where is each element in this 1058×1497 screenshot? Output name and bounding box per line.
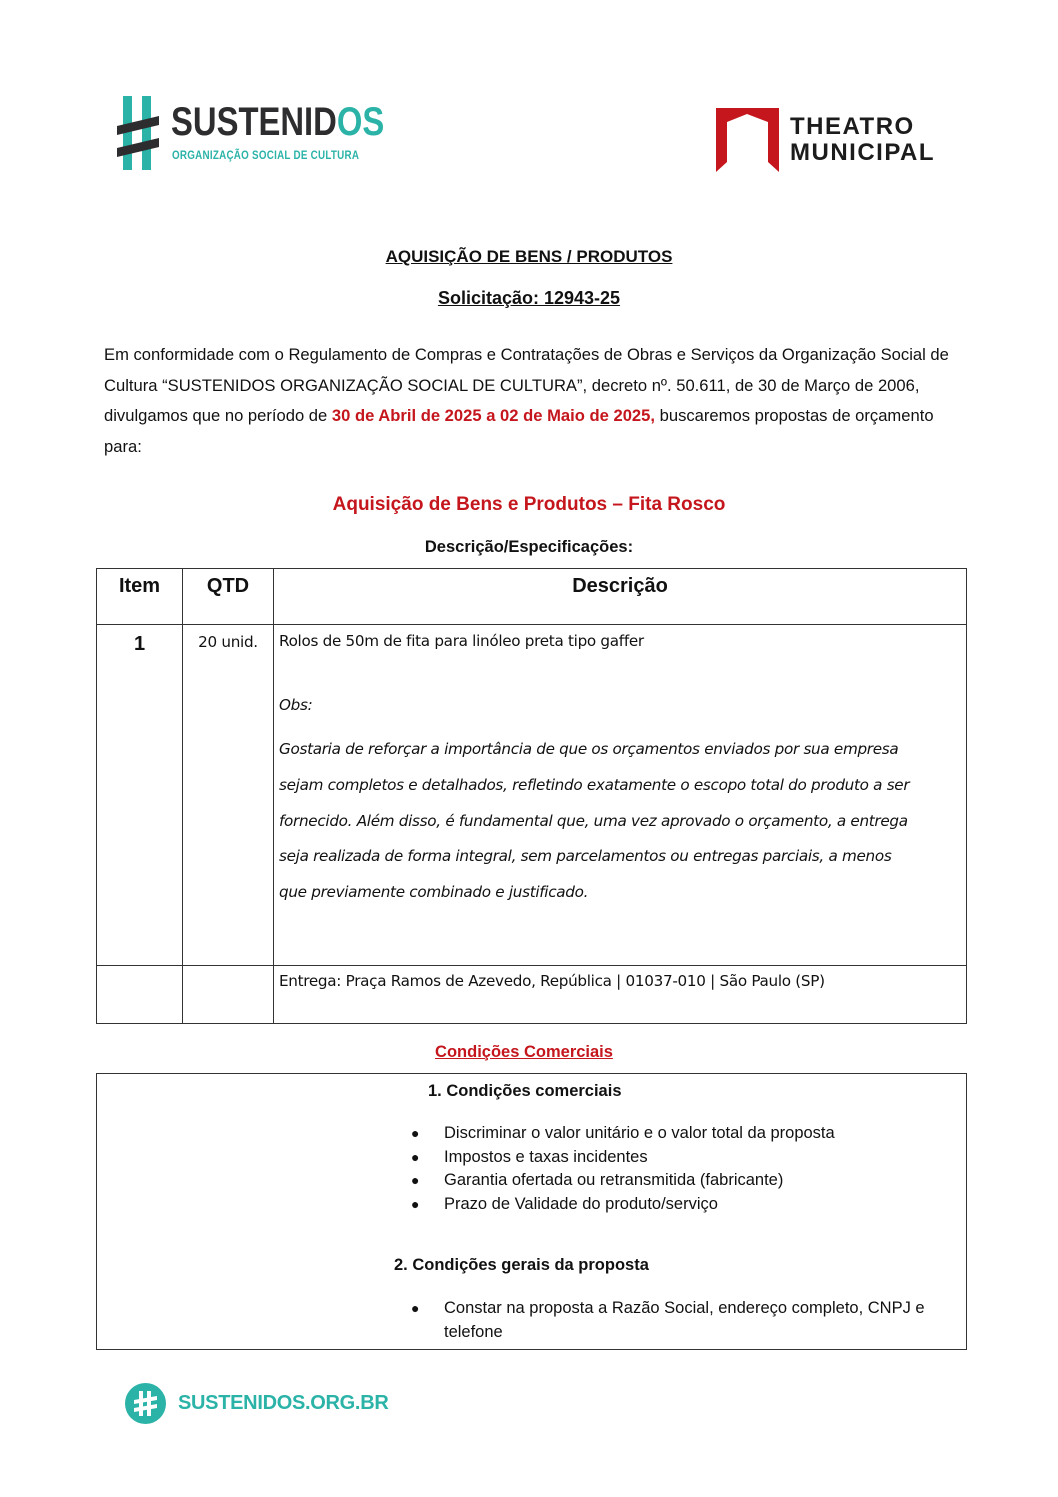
conditions-section2-list	[407, 1297, 967, 1344]
conditions-section1-list	[407, 1122, 835, 1216]
item-number: 1	[97, 625, 183, 966]
list-item	[407, 1169, 835, 1193]
list-item-text: Discriminar o valor unitário e o valor total da proposta	[444, 1124, 835, 1142]
logo-line1: THEATRO	[790, 113, 915, 140]
hash-icon	[134, 1391, 157, 1416]
bullet-icon: ●	[411, 1172, 420, 1188]
item-quantity	[183, 966, 274, 1024]
header-description: Descrição	[274, 569, 967, 625]
bullet-icon: ●	[411, 1300, 420, 1316]
list-item	[407, 1122, 835, 1146]
obs-line: que previamente combinado e justificado.	[279, 883, 589, 902]
item-quantity: 20 unid.	[183, 625, 274, 966]
intro-paragraph	[104, 340, 954, 462]
wordmark-accent: OS	[336, 100, 385, 144]
section-title: Aquisição de Bens e Produtos – Fita Rosco	[332, 494, 726, 515]
item-description-cell	[274, 625, 967, 966]
list-item	[407, 1193, 835, 1217]
item-description: Rolos de 50m de fita para linóleo preta tipo gaffer	[279, 632, 644, 650]
table-header-row	[97, 569, 967, 625]
header-item: Item	[97, 569, 183, 625]
list-item	[407, 1146, 835, 1170]
table-row	[97, 966, 967, 1024]
wordmark-main: SUSTENID	[171, 100, 337, 144]
item-number	[97, 966, 183, 1024]
conditions-box	[96, 1073, 967, 1350]
obs-line: sejam completos e detalhados, refletindo exatamente o escopo total do produto a ser	[279, 775, 910, 794]
footer-site: SUSTENIDOS.ORG.BR	[178, 1392, 389, 1414]
header-qtd: QTD	[183, 569, 274, 625]
items-table	[96, 568, 967, 1024]
list-item-text: Prazo de Validade do produto/serviço	[444, 1194, 718, 1213]
delivery-address: Entrega: Praça Ramos de Azevedo, República | 01037-010 | São Paulo (SP)	[274, 966, 967, 1024]
obs-line: seja realizada de forma integral, sem parcelamentos ou entregas parciais, a menos	[279, 847, 892, 866]
conditions-title: Condições Comerciais	[435, 1043, 613, 1061]
conditions-section1-heading: 1. Condições comerciais	[428, 1082, 622, 1100]
sustenidos-wordmark	[171, 100, 384, 144]
hash-icon	[117, 96, 159, 170]
list-item-text: Impostos e taxas incidentes	[444, 1147, 648, 1166]
intro-text: Em conformidade com o Regulamento de Compras e Contratações de Obras e Serviços da Organização Social de Cultura “SUSTENIDOS ORGANIZAÇÃO SOCIAL DE CULTURA”, decreto nº. 50.611, de 30 de Março de 2006, divulgamos que no período de	[104, 345, 949, 425]
obs-label: Obs:	[279, 696, 313, 714]
obs-line: Gostaria de reforçar a importância de que os orçamentos enviados por sua empresa	[279, 740, 899, 758]
hash-circle-icon	[125, 1383, 166, 1424]
list-item-text: Garantia ofertada ou retransmitida (fabricante)	[444, 1171, 784, 1189]
footer-logo	[125, 1383, 389, 1425]
bullet-icon: ●	[411, 1125, 420, 1141]
bullet-icon: ●	[411, 1195, 420, 1212]
obs-line: fornecido. Além disso, é fundamental que, uma vez aprovado o orçamento, a entrega	[279, 811, 908, 830]
theatro-municipal-text	[790, 114, 935, 166]
list-item-text: Constar na proposta a Razão Social, endereço completo, CNPJ e telefone	[444, 1299, 925, 1341]
document-title: AQUISIÇÃO DE BENS / PRODUTOS	[385, 247, 673, 266]
theatre-arch-icon	[716, 108, 779, 172]
intro-text-end: buscaremos propostas de orçamento para:	[104, 406, 934, 456]
bullet-icon: ●	[411, 1148, 420, 1165]
sustenidos-subtitle: ORGANIZAÇÃO SOCIAL DE CULTURA	[172, 148, 360, 162]
intro-period-highlight: 30 de Abril de 2025 a 02 de Maio de 2025,	[331, 406, 655, 425]
sustenidos-logo	[117, 94, 385, 174]
theatro-municipal-logo	[716, 108, 956, 174]
specifications-title: Descrição/Especificações:	[424, 538, 634, 556]
obs-text	[279, 732, 962, 911]
logo-line2: MUNICIPAL	[790, 139, 936, 166]
list-item	[407, 1297, 967, 1344]
conditions-section2-heading: 2. Condições gerais da proposta	[394, 1256, 649, 1274]
solicitation-number: Solicitação: 12943-25	[437, 288, 621, 308]
table-row	[97, 625, 967, 966]
